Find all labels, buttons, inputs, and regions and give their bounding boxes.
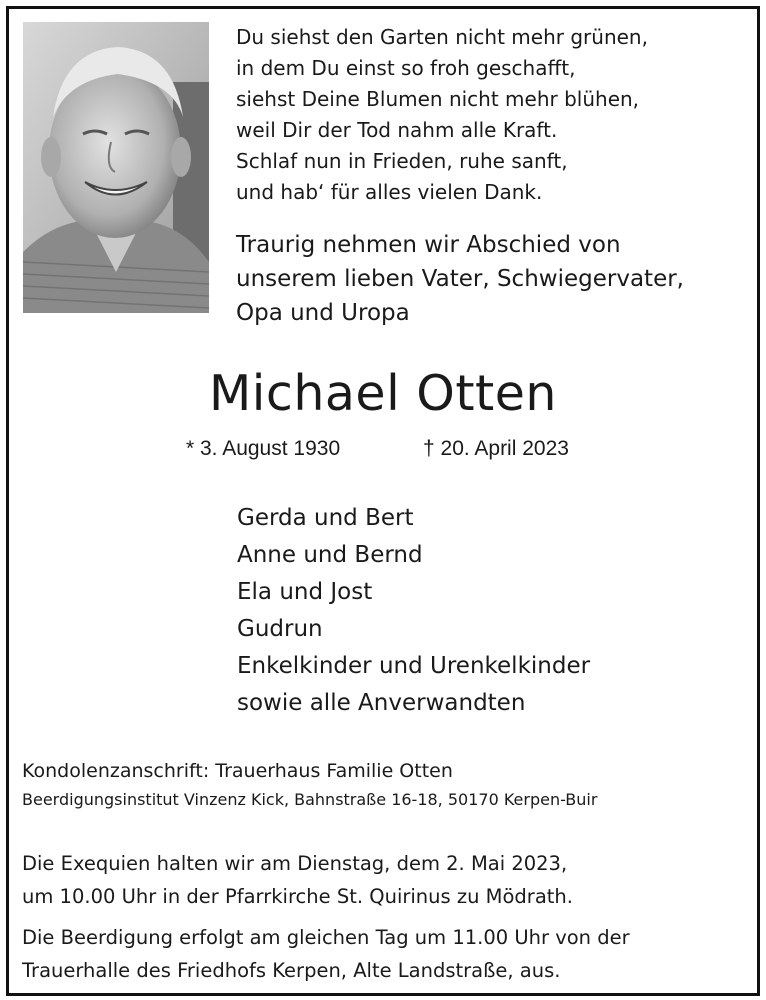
poem-line: und hab‘ für alles vielen Dank.	[236, 180, 543, 204]
deceased-name: Michael Otten	[209, 365, 557, 422]
mourners-list	[237, 500, 590, 722]
exequies-line: um 10.00 Uhr in der Pfarrkirche St. Quirinus zu Mödrath.	[22, 885, 573, 908]
poem-line: weil Dir der Tod nahm alle Kraft.	[236, 118, 558, 142]
mourner-entry: Anne und Bernd	[237, 542, 423, 568]
intro-line: Traurig nehmen wir Abschied von	[236, 232, 621, 258]
exequies-notice	[22, 847, 573, 913]
mourner-entry: Gerda und Bert	[237, 505, 414, 531]
mourner-entry: Gudrun	[237, 616, 323, 642]
farewell-intro	[236, 228, 684, 330]
poem	[236, 22, 648, 208]
poem-line: in dem Du einst so froh geschafft,	[236, 56, 576, 80]
burial-notice	[22, 921, 630, 987]
intro-line: Opa und Uropa	[236, 300, 410, 326]
funeral-home-address: Beerdigungsinstitut Vinzenz Kick, Bahnstraße 16-18, 50170 Kerpen-Buir	[22, 790, 598, 809]
poem-line: siehst Deine Blumen nicht mehr blühen,	[236, 87, 640, 111]
intro-line: unserem lieben Vater, Schwiegervater,	[236, 266, 684, 292]
birth-date: * 3. August 1930	[186, 437, 341, 460]
mourner-entry: sowie alle Anverwandten	[237, 690, 526, 716]
portrait-image	[23, 22, 209, 313]
burial-line: Die Beerdigung erfolgt am gleichen Tag um 11.00 Uhr von der	[22, 926, 630, 949]
condolence-address: Kondolenzanschrift: Trauerhaus Familie Otten	[22, 760, 453, 782]
poem-line: Schlaf nun in Frieden, ruhe sanft,	[236, 149, 568, 173]
portrait-photo	[23, 22, 209, 313]
mourner-entry: Ela und Jost	[237, 579, 373, 605]
poem-line: Du siehst den Garten nicht mehr grünen,	[236, 25, 648, 49]
exequies-line: Die Exequien halten wir am Dienstag, dem 2. Mai 2023,	[22, 852, 568, 875]
death-date: † 20. April 2023	[423, 437, 569, 460]
mourner-entry: Enkelkinder und Urenkelkinder	[237, 653, 591, 679]
burial-line: Trauerhalle des Friedhofs Kerpen, Alte Landstraße, aus.	[22, 959, 561, 982]
